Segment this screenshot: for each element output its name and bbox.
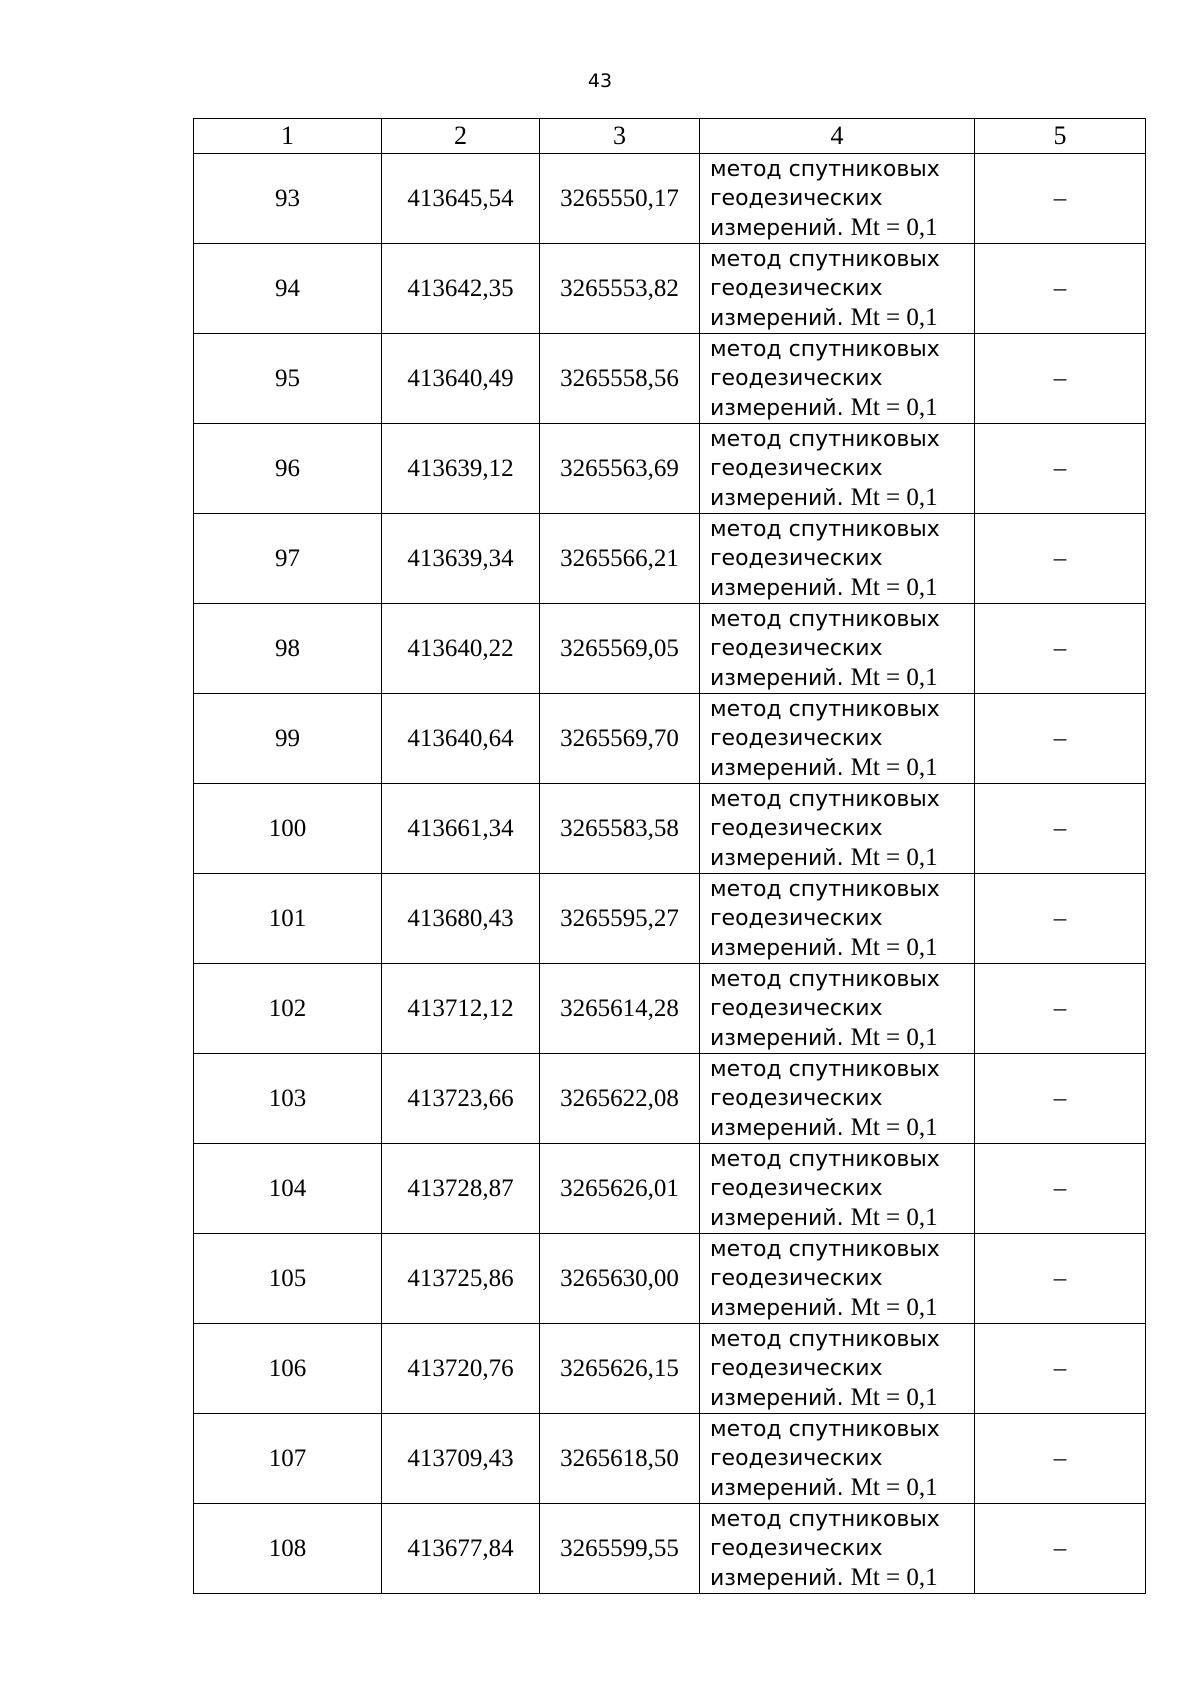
accuracy-value: Mt = 0,1	[850, 393, 938, 421]
table-row	[194, 1324, 1146, 1414]
column-header-2: 2	[382, 119, 540, 154]
method-word: измерений.	[710, 1475, 844, 1501]
measurement-method	[700, 604, 975, 694]
coordinate-x: 413709,43	[382, 1414, 540, 1504]
table-body	[194, 154, 1146, 1594]
method-line	[710, 213, 974, 243]
coordinate-y: 3265614,28	[540, 964, 700, 1054]
measurement-method	[700, 1504, 975, 1594]
method-line: геодезических	[710, 635, 883, 661]
method-line	[710, 843, 974, 873]
method-word: измерений.	[710, 485, 844, 511]
coordinate-y: 3265626,15	[540, 1324, 700, 1414]
method-line	[710, 573, 974, 603]
point-number: 102	[194, 964, 382, 1054]
note-cell: –	[975, 334, 1146, 424]
coordinate-y: 3265569,70	[540, 694, 700, 784]
method-line: метод спутниковых	[710, 426, 940, 452]
table-row	[194, 244, 1146, 334]
method-line: метод спутниковых	[710, 1326, 940, 1352]
method-word: измерений.	[710, 845, 844, 871]
method-line	[710, 1473, 974, 1503]
method-line: метод спутниковых	[710, 786, 940, 812]
table-row	[194, 874, 1146, 964]
point-number: 94	[194, 244, 382, 334]
coordinate-y: 3265583,58	[540, 784, 700, 874]
method-line: геодезических	[710, 365, 883, 391]
table-row	[194, 1414, 1146, 1504]
note-cell: –	[975, 874, 1146, 964]
accuracy-value: Mt = 0,1	[850, 573, 938, 601]
table-row	[194, 334, 1146, 424]
point-number: 100	[194, 784, 382, 874]
method-line: метод спутниковых	[710, 606, 940, 632]
method-line: геодезических	[710, 1535, 883, 1561]
measurement-method	[700, 874, 975, 964]
method-line	[710, 1293, 974, 1323]
accuracy-value: Mt = 0,1	[850, 1023, 938, 1051]
method-word: измерений.	[710, 755, 844, 781]
note-cell: –	[975, 604, 1146, 694]
method-line: геодезических	[710, 185, 883, 211]
point-number: 95	[194, 334, 382, 424]
point-number: 98	[194, 604, 382, 694]
column-header-3: 3	[540, 119, 700, 154]
point-number: 105	[194, 1234, 382, 1324]
coordinate-x: 413661,34	[382, 784, 540, 874]
page-number: 43	[587, 70, 613, 92]
method-line	[710, 1203, 974, 1233]
method-line	[710, 663, 974, 693]
coordinate-y: 3265630,00	[540, 1234, 700, 1324]
table-row	[194, 1054, 1146, 1144]
accuracy-value: Mt = 0,1	[850, 1203, 938, 1231]
coordinate-y: 3265563,69	[540, 424, 700, 514]
coordinate-y: 3265553,82	[540, 244, 700, 334]
measurement-method	[700, 154, 975, 244]
note-cell: –	[975, 154, 1146, 244]
measurement-method	[700, 1054, 975, 1144]
method-line	[710, 1383, 974, 1413]
accuracy-value: Mt = 0,1	[850, 483, 938, 511]
coordinates-table	[193, 118, 1146, 1594]
measurement-method	[700, 244, 975, 334]
method-line: метод спутниковых	[710, 1146, 940, 1172]
table-row	[194, 1234, 1146, 1324]
accuracy-value: Mt = 0,1	[850, 663, 938, 691]
method-line: геодезических	[710, 815, 883, 841]
accuracy-value: Mt = 0,1	[850, 1383, 938, 1411]
accuracy-value: Mt = 0,1	[850, 753, 938, 781]
coordinate-y: 3265569,05	[540, 604, 700, 694]
note-cell: –	[975, 1324, 1146, 1414]
note-cell: –	[975, 964, 1146, 1054]
table-header-row	[194, 119, 1146, 154]
method-line: метод спутниковых	[710, 1416, 940, 1442]
coordinate-x: 413645,54	[382, 154, 540, 244]
method-line	[710, 303, 974, 333]
note-cell: –	[975, 1234, 1146, 1324]
point-number: 103	[194, 1054, 382, 1144]
table-row	[194, 424, 1146, 514]
method-line	[710, 753, 974, 783]
coordinate-x: 413720,76	[382, 1324, 540, 1414]
accuracy-value: Mt = 0,1	[850, 303, 938, 331]
method-line	[710, 1563, 974, 1593]
point-number: 99	[194, 694, 382, 784]
method-line: геодезических	[710, 995, 883, 1021]
method-line: метод спутниковых	[710, 156, 940, 182]
measurement-method	[700, 1414, 975, 1504]
method-line: геодезических	[710, 1355, 883, 1381]
method-line: геодезических	[710, 1265, 883, 1291]
measurement-method	[700, 694, 975, 784]
method-line: геодезических	[710, 1085, 883, 1111]
coordinate-x: 413640,49	[382, 334, 540, 424]
method-line: метод спутниковых	[710, 876, 940, 902]
method-word: измерений.	[710, 935, 844, 961]
method-line: метод спутниковых	[710, 336, 940, 362]
accuracy-value: Mt = 0,1	[850, 213, 938, 241]
coordinate-x: 413677,84	[382, 1504, 540, 1594]
method-line: геодезических	[710, 455, 883, 481]
coordinate-x: 413640,22	[382, 604, 540, 694]
method-line	[710, 483, 974, 513]
coordinate-y: 3265558,56	[540, 334, 700, 424]
note-cell: –	[975, 1144, 1146, 1234]
point-number: 96	[194, 424, 382, 514]
note-cell: –	[975, 1414, 1146, 1504]
coordinate-y: 3265550,17	[540, 154, 700, 244]
accuracy-value: Mt = 0,1	[850, 1293, 938, 1321]
method-line: метод спутниковых	[710, 1236, 940, 1262]
table-row	[194, 1504, 1146, 1594]
method-line	[710, 393, 974, 423]
method-word: измерений.	[710, 1205, 844, 1231]
measurement-method	[700, 784, 975, 874]
method-line: метод спутниковых	[710, 516, 940, 542]
table-row	[194, 1144, 1146, 1234]
note-cell: –	[975, 1054, 1146, 1144]
method-line: геодезических	[710, 1445, 883, 1471]
coordinate-y: 3265595,27	[540, 874, 700, 964]
coordinate-y: 3265622,08	[540, 1054, 700, 1144]
coordinate-y: 3265626,01	[540, 1144, 700, 1234]
method-line: геодезических	[710, 1175, 883, 1201]
method-word: измерений.	[710, 305, 844, 331]
coordinate-x: 413639,34	[382, 514, 540, 604]
method-line	[710, 933, 974, 963]
accuracy-value: Mt = 0,1	[850, 933, 938, 961]
note-cell: –	[975, 514, 1146, 604]
coordinate-x: 413712,12	[382, 964, 540, 1054]
accuracy-value: Mt = 0,1	[850, 1473, 938, 1501]
note-cell: –	[975, 694, 1146, 784]
accuracy-value: Mt = 0,1	[850, 1113, 938, 1141]
column-header-1: 1	[194, 119, 382, 154]
point-number: 97	[194, 514, 382, 604]
table-row	[194, 604, 1146, 694]
coordinate-x: 413680,43	[382, 874, 540, 964]
measurement-method	[700, 334, 975, 424]
accuracy-value: Mt = 0,1	[850, 1563, 938, 1591]
method-word: измерений.	[710, 1115, 844, 1141]
coordinate-x: 413640,64	[382, 694, 540, 784]
method-line	[710, 1023, 974, 1053]
measurement-method	[700, 1324, 975, 1414]
table-row	[194, 154, 1146, 244]
method-word: измерений.	[710, 575, 844, 601]
coordinate-x: 413639,12	[382, 424, 540, 514]
table-row	[194, 964, 1146, 1054]
point-number: 108	[194, 1504, 382, 1594]
method-word: измерений.	[710, 665, 844, 691]
method-word: измерений.	[710, 1295, 844, 1321]
coordinate-y: 3265599,55	[540, 1504, 700, 1594]
coordinate-y: 3265566,21	[540, 514, 700, 604]
measurement-method	[700, 514, 975, 604]
measurement-method	[700, 1144, 975, 1234]
method-line: метод спутниковых	[710, 1056, 940, 1082]
note-cell: –	[975, 244, 1146, 334]
column-header-4: 4	[700, 119, 975, 154]
measurement-method	[700, 1234, 975, 1324]
measurement-method	[700, 964, 975, 1054]
method-word: измерений.	[710, 1025, 844, 1051]
coordinate-y: 3265618,50	[540, 1414, 700, 1504]
method-line: метод спутниковых	[710, 246, 940, 272]
method-line: геодезических	[710, 545, 883, 571]
method-line: геодезических	[710, 275, 883, 301]
point-number: 104	[194, 1144, 382, 1234]
coordinate-x: 413725,86	[382, 1234, 540, 1324]
note-cell: –	[975, 784, 1146, 874]
point-number: 101	[194, 874, 382, 964]
method-word: измерений.	[710, 1385, 844, 1411]
table-row	[194, 514, 1146, 604]
point-number: 107	[194, 1414, 382, 1504]
point-number: 106	[194, 1324, 382, 1414]
method-line: метод спутниковых	[710, 966, 940, 992]
note-cell: –	[975, 1504, 1146, 1594]
accuracy-value: Mt = 0,1	[850, 843, 938, 871]
note-cell: –	[975, 424, 1146, 514]
method-line	[710, 1113, 974, 1143]
measurement-method	[700, 424, 975, 514]
method-word: измерений.	[710, 215, 844, 241]
point-number: 93	[194, 154, 382, 244]
method-word: измерений.	[710, 1565, 844, 1591]
column-header-5: 5	[975, 119, 1146, 154]
coordinate-x: 413728,87	[382, 1144, 540, 1234]
coordinate-x: 413723,66	[382, 1054, 540, 1144]
table-row	[194, 694, 1146, 784]
method-line: геодезических	[710, 905, 883, 931]
method-line: метод спутниковых	[710, 1506, 940, 1532]
method-line: метод спутниковых	[710, 696, 940, 722]
coordinate-x: 413642,35	[382, 244, 540, 334]
table-row	[194, 784, 1146, 874]
method-word: измерений.	[710, 395, 844, 421]
method-line: геодезических	[710, 725, 883, 751]
